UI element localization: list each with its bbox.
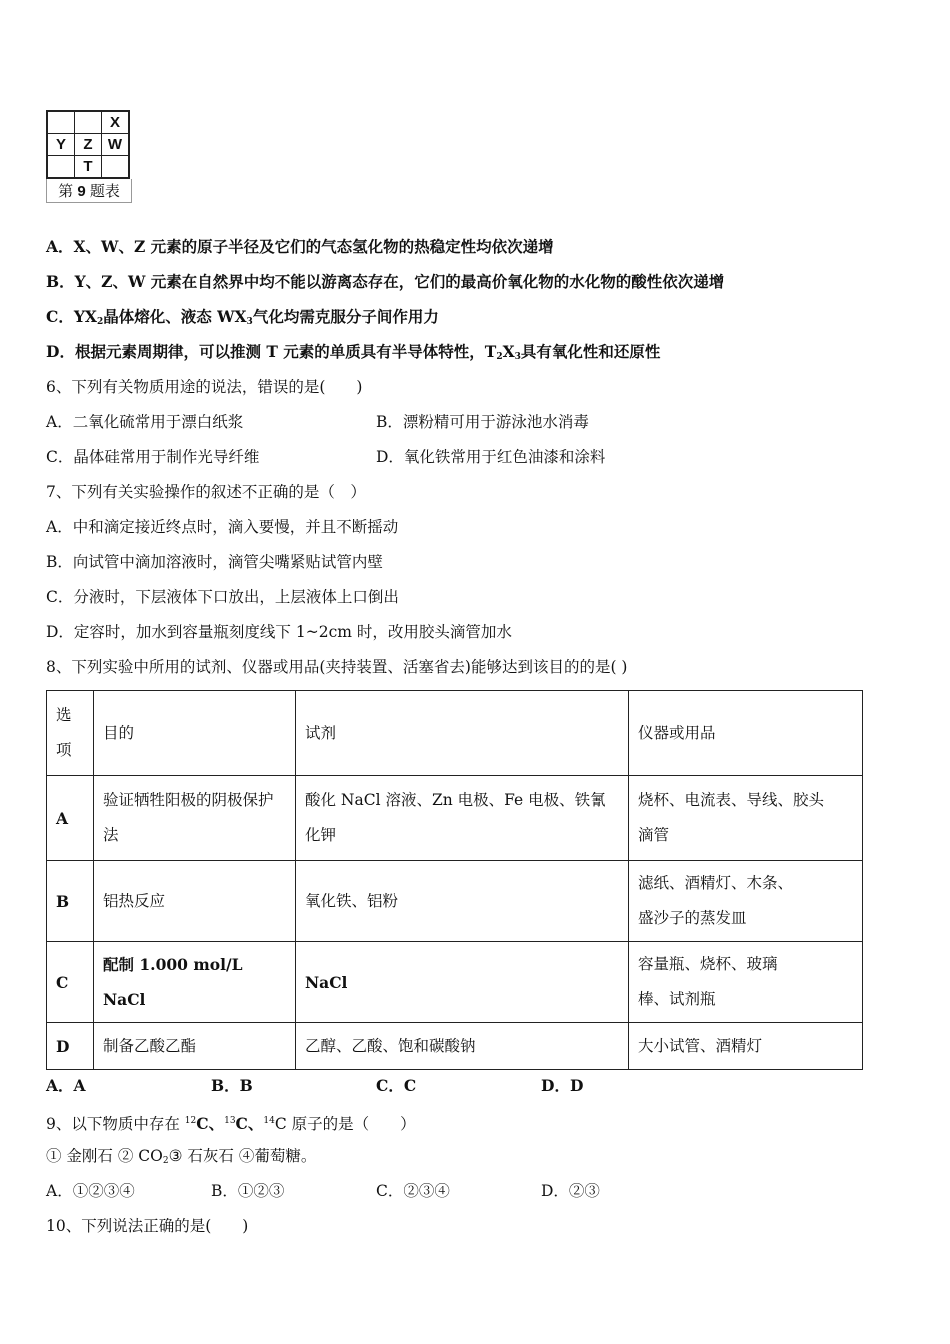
row-tools: 滤纸、酒精灯、木条、 盛沙子的蒸发皿: [629, 861, 863, 942]
row-option: B: [47, 861, 94, 942]
row-option: C: [47, 942, 94, 1023]
question-9-items: ① 金刚石 ② $CO_2③$ 石灰石 ④葡萄糖。: [46, 1147, 317, 1166]
q8-choice-b: B．B: [211, 1076, 253, 1095]
table-row: [47, 1023, 863, 1070]
row-goal: 配制 1.000 mol/L NaCl: [94, 942, 296, 1023]
periodic-table-figure: [46, 110, 136, 203]
option-b: B．Y、Z、W 元素在自然界中均不能以游离态存在，它们的最高价氧化物的水化物的酸性依次递增: [46, 272, 725, 291]
grid-cell: T: [75, 156, 102, 179]
question-10-stem: 10、下列说法正确的是( ): [46, 1217, 249, 1235]
q9-choice-a: A．①②③④: [46, 1182, 135, 1200]
grid-cell: W: [102, 134, 130, 156]
q8-choice-d: D．D: [541, 1076, 584, 1095]
q6-option-c: C．晶体硅常用于制作光导纤维: [46, 448, 260, 466]
grid-cell: X: [102, 111, 130, 134]
element-grid: [46, 110, 130, 179]
question-6-stem: 6、下列有关物质用途的说法，错误的是( ): [46, 378, 363, 396]
row-goal: 铝热反应: [94, 861, 296, 942]
grid-cell: Z: [75, 134, 102, 156]
grid-cell: [47, 111, 75, 134]
grid-cell: [102, 156, 130, 179]
q9-choice-c: C．②③④: [376, 1182, 450, 1200]
row-reagent: NaCl: [296, 942, 629, 1023]
row-goal: 验证牺牲阳极的阴极保护 法: [94, 776, 296, 861]
option-d: D．根据元素周期律，可以推测 T 元素的单质具有半导体特性，$T_2X_3$具有氧化性和还原性: [46, 342, 661, 362]
q7-option-a: A．中和滴定接近终点时，滴入要慢，并且不断摇动: [46, 518, 399, 536]
experiment-table: [46, 690, 863, 1070]
grid-cell: [75, 111, 102, 134]
header-reagent: 试剂: [296, 691, 629, 776]
q8-choice-c: C．C: [376, 1076, 417, 1095]
q6-option-d: D．氧化铁常用于红色油漆和涂料: [376, 448, 606, 466]
q9-choice-b: B．①②③: [211, 1182, 285, 1200]
row-tools: 大小试管、酒精灯: [629, 1023, 863, 1070]
q7-option-d: D．定容时，加水到容量瓶刻度线下 1~2cm 时，改用胶头滴管加水: [46, 623, 512, 641]
q9-choice-d: D．②③: [541, 1182, 600, 1200]
table-row: [47, 942, 863, 1023]
row-option: D: [47, 1023, 94, 1070]
row-reagent: 氧化铁、铝粉: [296, 861, 629, 942]
q6-option-a: A．二氧化硫常用于漂白纸浆: [46, 413, 244, 431]
row-tools: 烧杯、电流表、导线、胶头 滴管: [629, 776, 863, 861]
option-c: C．$YX_2$晶体熔化、液态 $WX_3$气化均需克服分子间作用力: [46, 307, 439, 327]
question-8-stem: 8、下列实验中所用的试剂、仪器或用品(夹持装置、活塞省去)能够达到该目的的是( ): [46, 658, 628, 676]
option-a: A．X、W、Z 元素的原子半径及它们的气态氢化物的热稳定性均依次递增: [46, 237, 554, 256]
grid-cell: [47, 156, 75, 179]
row-reagent: 乙醇、乙酸、饱和碳酸钠: [296, 1023, 629, 1070]
header-tools: 仪器或用品: [629, 691, 863, 776]
header-goal: 目的: [94, 691, 296, 776]
row-tools: 容量瓶、烧杯、玻璃 棒、试剂瓶: [629, 942, 863, 1023]
question-7-stem: 7、下列有关实验操作的叙述不正确的是（ ）: [46, 483, 366, 501]
header-option: 选 项: [47, 691, 94, 776]
table-row: [47, 776, 863, 861]
row-reagent: 酸化 NaCl 溶液、Zn 电极、Fe 电极、铁氰 化钾: [296, 776, 629, 861]
q6-option-b: B．漂粉精可用于游泳池水消毒: [376, 413, 589, 431]
row-goal: 制备乙酸乙酯: [94, 1023, 296, 1070]
figure-caption: 第 9 题表: [46, 179, 132, 203]
question-9-stem: 9、以下物质中存在 $^{12}$C、$^{13}$C、$^{14}$C 原子的是（ ）: [46, 1114, 416, 1133]
table-header-row: [47, 691, 863, 776]
grid-cell: Y: [47, 134, 75, 156]
q7-option-b: B．向试管中滴加溶液时，滴管尖嘴紧贴试管内壁: [46, 553, 383, 571]
q8-choice-a: A．A: [46, 1076, 86, 1095]
table-row: [47, 861, 863, 942]
q7-option-c: C．分液时，下层液体下口放出，上层液体上口倒出: [46, 588, 399, 606]
row-option: A: [47, 776, 94, 861]
